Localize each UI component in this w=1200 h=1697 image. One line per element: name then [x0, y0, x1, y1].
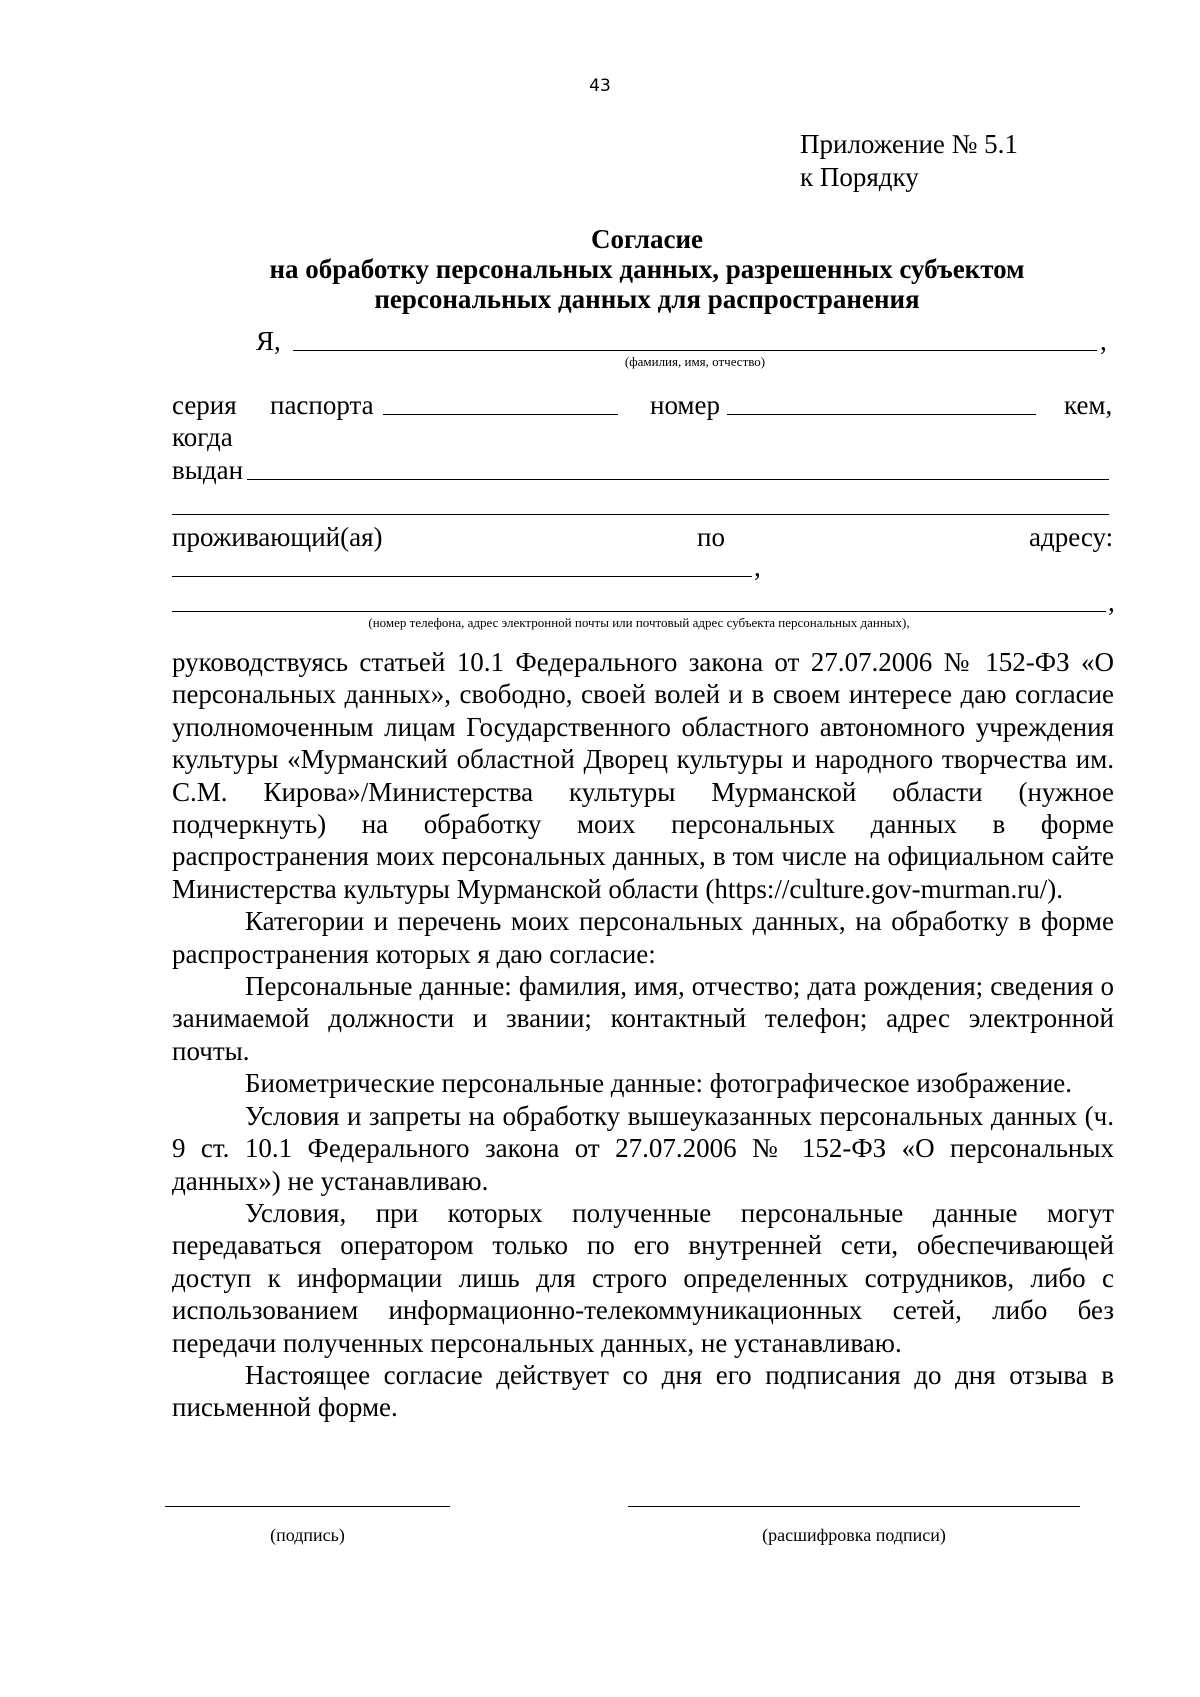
document-title: [172, 224, 1122, 314]
issued-by-field-continued[interactable]: [172, 514, 1109, 515]
issued-by-field[interactable]: [247, 479, 1109, 480]
series-label: серия: [172, 390, 237, 420]
address-field[interactable]: [172, 576, 752, 577]
issued-label: выдан: [172, 455, 244, 485]
signature-decoding-field[interactable]: [628, 1506, 1080, 1507]
passport-number-field[interactable]: [727, 414, 1036, 415]
paragraph-validity: Настоящее согласие действует со дня его подписания до дня отзыва в письменной форме.: [172, 1359, 1114, 1423]
contact-caption: (номер телефона, адрес электронной почты или почтовый адрес субъекта персональных данных),: [368, 615, 910, 630]
passport-label: паспорта: [270, 390, 374, 420]
name-comma: ,: [1100, 326, 1107, 356]
paragraph-legal-basis: руководствуясь статьей 10.1 Федерального закона от 27.07.2006 № 152-ФЗ «О персональных данных», свободно, своей волей и в своем интересе даю согласие уполномоченным лицам Государственного областного автономного учреждения культуры «Мурманский областной Дворец культуры и народного творчества им. С.М. Кирова»/Министерства культуры Мурманской области (нужное подчеркнуть) на обработку моих персональных данных в форме распространения моих персональных данных, в том числе на официальном сайте Министерства культуры Мурманской области (https://culture.gov-murman.ru/).: [172, 647, 1114, 904]
residing-label: проживающий(ая): [172, 522, 383, 552]
title-line-3: персональных данных для распространения: [374, 284, 920, 314]
appendix-reference: [800, 128, 1018, 194]
contact-field[interactable]: [172, 611, 1106, 612]
appendix-line-1: Приложение № 5.1: [800, 129, 1018, 159]
by-whom-label: кем,: [1064, 390, 1113, 420]
signature-field[interactable]: [165, 1506, 450, 1507]
contact-comma: ,: [1108, 587, 1115, 617]
full-name-field[interactable]: [293, 350, 1097, 351]
when-label: когда: [172, 422, 233, 452]
ya-label: Я,: [256, 326, 281, 356]
paragraph-biometric-data: Биометрические персональные данные: фотографическое изображение.: [245, 1068, 1073, 1099]
paragraph-transfer-conditions: Условия, при которых полученные персональные данные могут передаваться оператором только по его внутренней сети, обеспечивающей доступ к информации лишь для строго определенных сотрудников, либо с использованием информационно-телекоммуникационных сетей, либо без передачи полученных персональных данных, не устанавливаю.: [172, 1197, 1114, 1358]
full-name-caption: (фамилия, имя, отчество): [624, 354, 766, 369]
title-line-2: на обработку персональных данных, разрешенных субъектом: [269, 254, 1025, 284]
paragraph-restrictions: Условия и запреты на обработку вышеуказанных персональных данных (ч. 9 ст. 10.1 Федерального закона от 27.07.2006 № 152-ФЗ «О персональных данных») не устанавливаю.: [172, 1100, 1114, 1196]
consent-body: [172, 646, 1114, 1424]
signature-caption: (подпись): [270, 1525, 345, 1545]
appendix-line-2: к Порядку: [800, 162, 919, 192]
page-number: 43: [589, 76, 611, 96]
address-label: адресу:: [1029, 522, 1114, 552]
paragraph-categories: Категории и перечень моих персональных данных, на обработку в форме распространения которых я даю согласие:: [172, 906, 1114, 969]
signature-decoding-caption: (расшифровка подписи): [762, 1525, 946, 1545]
number-label: номер: [650, 390, 721, 420]
address-comma: ,: [754, 552, 761, 582]
passport-series-field[interactable]: [383, 414, 618, 415]
at-label: по: [697, 522, 725, 552]
paragraph-personal-data: Персональные данные: фамилия, имя, отчество; дата рождения; сведения о занимаемой должности и звании; контактный телефон; адрес электронной почты.: [172, 971, 1114, 1066]
title-line-1: Согласие: [590, 224, 704, 254]
